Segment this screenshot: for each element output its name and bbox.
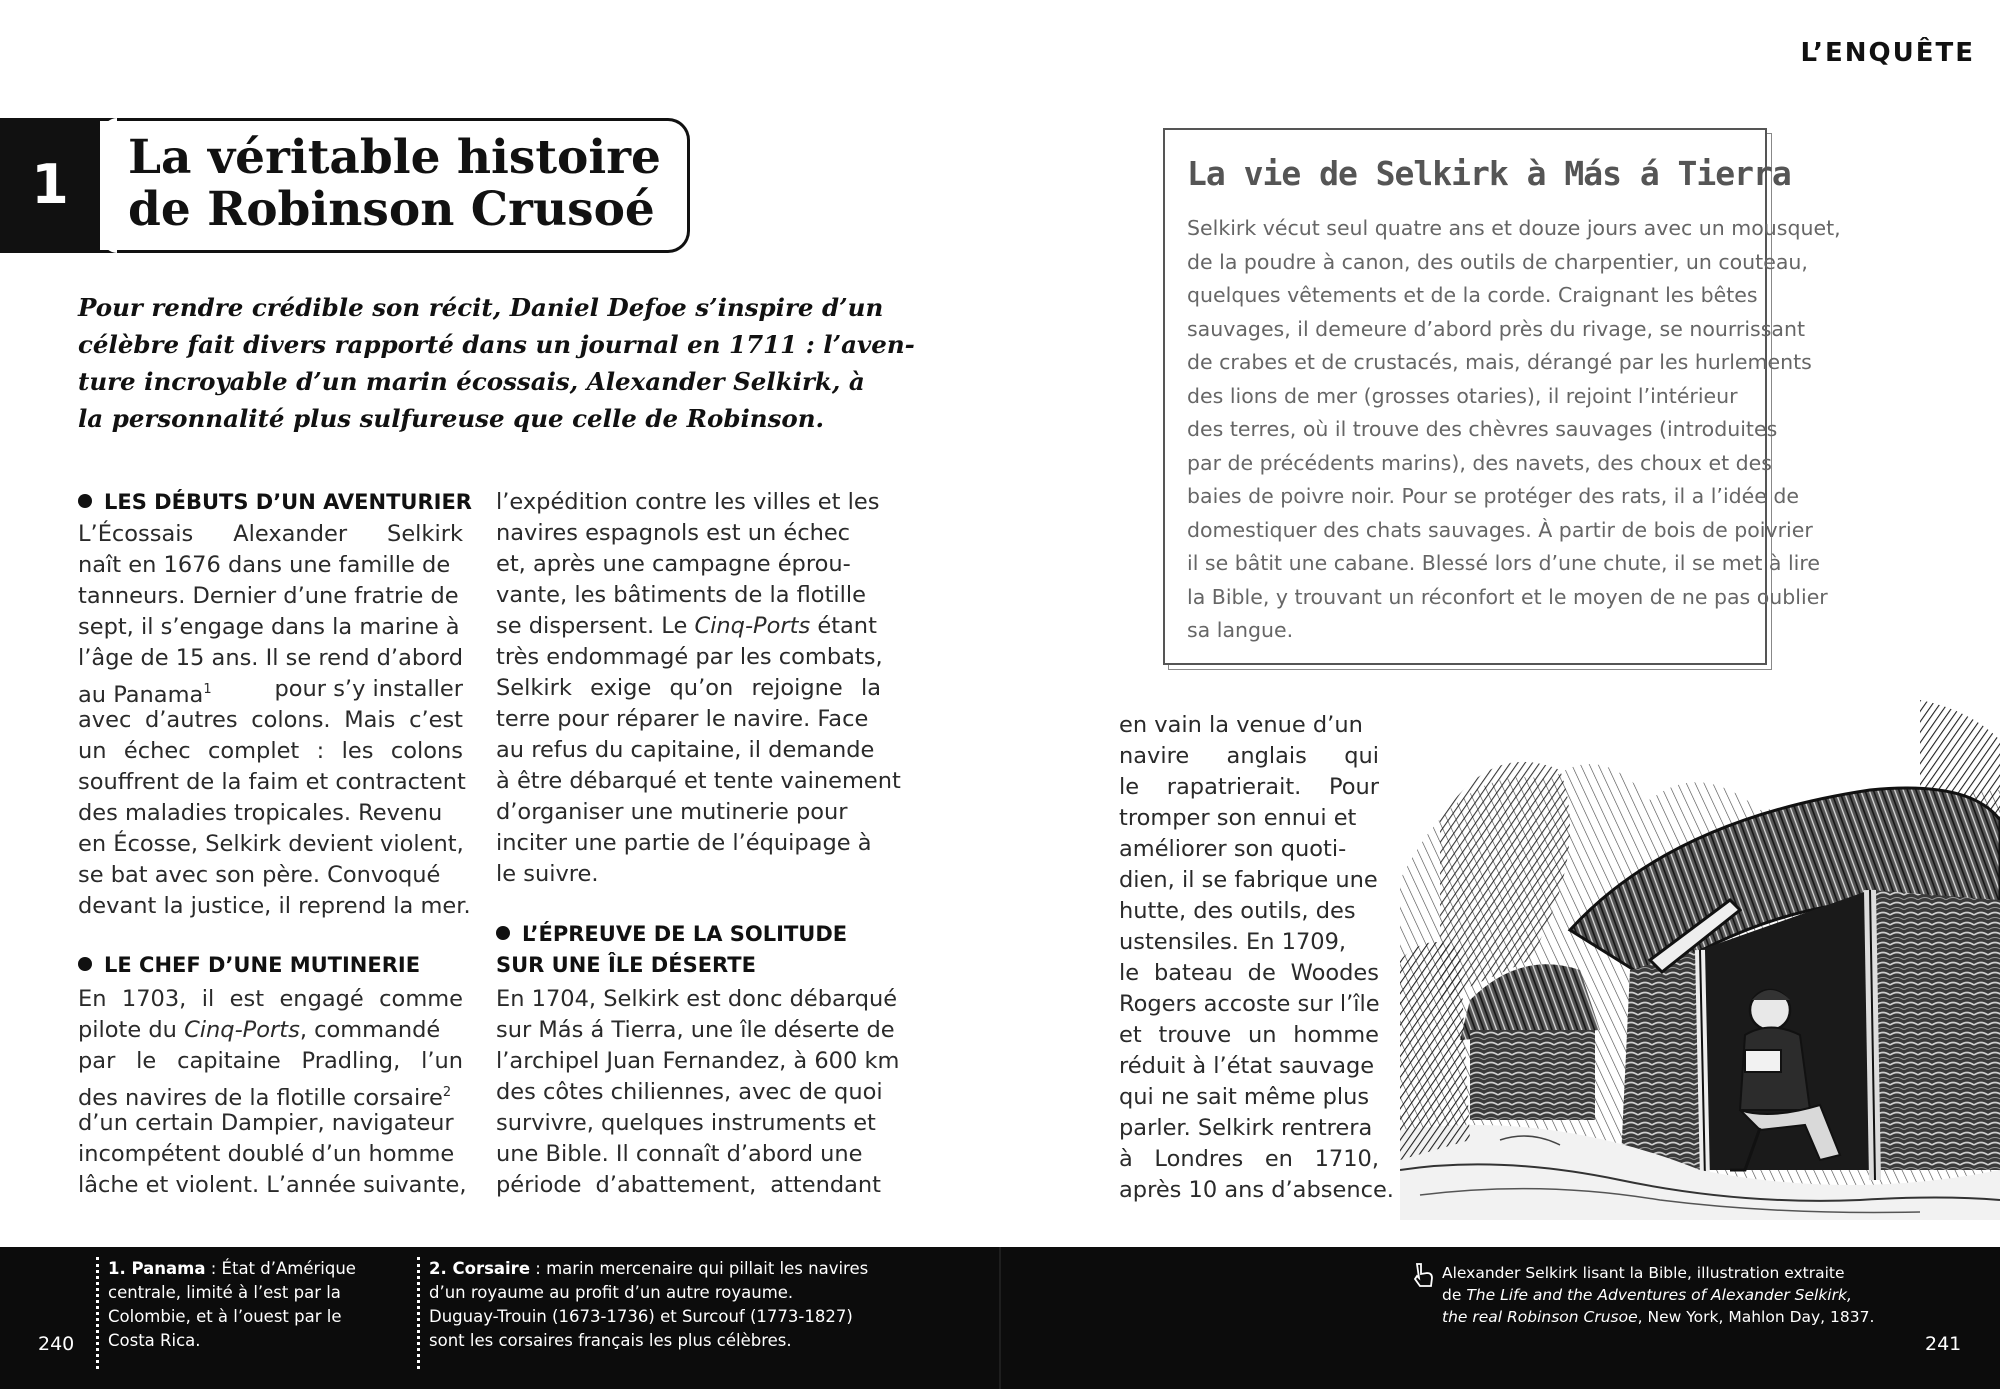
body-line: une Bible. Il connaît d’abord une <box>496 1141 863 1167</box>
sidebar-line: des terres, où il trouve des chèvres sauvages (introduites <box>1187 417 1778 441</box>
body-line: qui ne sait même plus <box>1119 1084 1370 1110</box>
body-line: tromper son ennui et <box>1119 805 1357 831</box>
footnote-2-line: 2. Corsaire : marin mercenaire qui pillait les navires <box>429 1259 869 1278</box>
body-line: Selkirk exige qu’on rejoigne la <box>496 675 881 701</box>
sidebar-line: domestiquer des chats sauvages. À partir de bois de poivrier <box>1187 517 1813 542</box>
footer-divider <box>999 1247 1001 1389</box>
footnote-2-line: Duguay-Trouin (1673-1736) et Surcouf (1773-1827) <box>429 1307 853 1326</box>
sidebar-line: quelques vêtements et de la corde. Craignant les bêtes <box>1187 283 1758 307</box>
body-line: des côtes chiliennes, avec de quoi <box>496 1079 883 1105</box>
body-line: le suivre. <box>496 861 599 887</box>
body-line: l’expédition contre les villes et les <box>496 489 880 515</box>
body-line: parler. Selkirk rentrera <box>1119 1115 1373 1141</box>
footnote-ref-1: 1 <box>203 682 212 697</box>
body-line: inciter une partie de l’équipage à <box>496 830 872 856</box>
body-line: se bat avec son père. Convoqué <box>78 862 441 888</box>
body-line: Rogers accoste sur l’île <box>1119 991 1380 1017</box>
body-line: tanneurs. Dernier d’une fratrie de <box>78 583 459 609</box>
sidebar-line: il se bâtit une cabane. Blessé lors d’une chute, il se met à lire <box>1187 551 1820 575</box>
footnote-1-line: centrale, limité à l’est par la <box>108 1283 341 1302</box>
sidebar-line: de la poudre à canon, des outils de charpentier, un couteau, <box>1187 249 1808 274</box>
sidebar-line: baies de poivre noir. Pour se protéger des rats, il a l’idée de <box>1187 484 1800 508</box>
body-line: devant la justice, il reprend la mer. <box>78 893 471 919</box>
sidebar-line: sa langue. <box>1187 618 1294 642</box>
footnote-1-line: 1. Panama : État d’Amérique <box>108 1259 356 1278</box>
body-line: en vain la venue d’un <box>1119 712 1363 738</box>
engraving-illustration <box>1400 700 2000 1220</box>
body-line: au refus du capitaine, il demande <box>496 737 875 763</box>
intro-line: ture incroyable d’un marin écossais, Alexander Selkirk, à <box>78 367 865 396</box>
body-line: l’archipel Juan Fernandez, à 600 km <box>496 1048 900 1074</box>
heading-beginnings: LES DÉBUTS D’UN AVENTURIER <box>78 487 468 518</box>
body-line: se dispersent. Le Cinq-Ports étant <box>496 613 877 639</box>
chapter-number: 1 <box>31 153 69 216</box>
sidebar-line: Selkirk vécut seul quatre ans et douze jours avec un mousquet, <box>1187 216 1841 240</box>
body-line: par le capitaine Pradling, l’un <box>78 1048 463 1074</box>
body-line: ustensiles. En 1709, <box>1119 929 1347 955</box>
body-line: En 1703, il est engagé comme <box>78 986 463 1012</box>
footnote-2-marker <box>417 1257 420 1369</box>
page-title-line-2: de Robinson Crusoé <box>128 182 655 237</box>
caption-line: de The Life and the Adventures of Alexander Selkirk, <box>1442 1286 1852 1304</box>
footnote-1-line: Colombie, et à l’ouest par le <box>108 1307 342 1326</box>
heading-solitude-line-2: SUR UNE ÎLE DÉSERTE <box>496 953 756 977</box>
body-line: terre pour réparer le navire. Face <box>496 706 869 732</box>
body-line: le rapatrierait. Pour <box>1119 774 1379 800</box>
body-line: à Londres en 1710, <box>1119 1146 1379 1172</box>
body-line: pilote du Cinq-Ports, commandé <box>78 1017 441 1043</box>
heading-solitude: L’ÉPREUVE DE LA SOLITUDE <box>496 919 896 950</box>
section-header: L’ENQUÊTE <box>1800 38 1975 68</box>
body-line: réduit à l’état sauvage <box>1119 1053 1375 1079</box>
bullet-dot-icon <box>78 494 92 508</box>
body-line: avec d’autres colons. Mais c’est <box>78 707 463 733</box>
body-line: l’âge de 15 ans. Il se rend d’abord <box>78 645 464 671</box>
pointing-hand-icon <box>1412 1262 1436 1290</box>
body-line: d’organiser une mutinerie pour <box>496 799 848 825</box>
body-line: période d’abattement, attendant <box>496 1172 881 1198</box>
page-title-line-1: La véritable histoire <box>128 130 661 185</box>
body-line: navires espagnols est un échec <box>496 520 851 546</box>
body-line: L’Écossais Alexander Selkirk <box>78 521 463 547</box>
heading-mutiny: LE CHEF D’UNE MUTINERIE <box>78 950 468 981</box>
sidebar-line: la Bible, y trouvant un réconfort et le moyen de ne pas oublier <box>1187 584 1828 609</box>
footnote-1-line: Costa Rica. <box>108 1331 201 1350</box>
bullet-dot-icon <box>78 957 92 971</box>
body-line: sur Más á Tierra, une île déserte de <box>496 1017 895 1043</box>
body-line: des maladies tropicales. Revenu <box>78 800 443 826</box>
sidebar-line: de crabes et de crustacés, mais, dérangé par les hurlements <box>1187 350 1812 374</box>
body-line: sept, il s’engage dans la marine à <box>78 614 460 640</box>
body-line: des navires de la flotille corsaire$^2$ <box>78 1085 452 1111</box>
intro-line: célèbre fait divers rapporté dans un journal en 1711 : l’aven- <box>78 330 915 359</box>
body-line: dien, il se fabrique une <box>1119 867 1378 893</box>
page-number-left: 240 <box>38 1333 75 1355</box>
footnote-1-marker <box>96 1257 99 1369</box>
body-line: incompétent doublé d’un homme <box>78 1141 455 1167</box>
sidebar-line: des lions de mer (grosses otaries), il rejoint l’intérieur <box>1187 383 1738 408</box>
body-line: En 1704, Selkirk est donc débarqué <box>496 986 898 1012</box>
sidebar-title: La vie de Selkirk à Más á Tierra <box>1187 154 1791 193</box>
body-line: d’un certain Dampier, navigateur <box>78 1110 454 1136</box>
body-line: le bateau de Woodes <box>1119 960 1379 986</box>
intro-line: Pour rendre crédible son récit, Daniel Defoe s’inspire d’un <box>78 293 884 322</box>
body-line: lâche et violent. L’année suivante, <box>78 1172 467 1198</box>
body-line: souffrent de la faim et contractent <box>78 769 466 795</box>
body-line: vante, les bâtiments de la flotille <box>496 582 866 608</box>
body-line: hutte, des outils, des <box>1119 898 1356 924</box>
footnote-2-line: d’un royaume au profit d’un autre royaume. <box>429 1283 794 1302</box>
footnote-2-line: sont les corsaires français les plus célèbres. <box>429 1331 792 1350</box>
body-line: survivre, quelques instruments et <box>496 1110 876 1136</box>
intro-line: la personnalité plus sulfureuse que celle de Robinson. <box>78 404 825 433</box>
body-line: navire anglais qui <box>1119 743 1379 769</box>
caption-line: the real Robinson Crusoe, New York, Mahlon Day, 1837. <box>1442 1308 1875 1326</box>
caption-line: Alexander Selkirk lisant la Bible, illustration extraite <box>1442 1264 1845 1282</box>
body-line: après 10 ans d’absence. <box>1119 1177 1394 1203</box>
body-line: et trouve un homme <box>1119 1022 1379 1048</box>
bullet-dot-icon <box>496 926 510 940</box>
body-line: à être débarqué et tente vainement <box>496 768 901 794</box>
body-line: au Panama$^1$ pour s’y installer <box>78 676 463 708</box>
body-line: un échec complet : les colons <box>78 738 463 764</box>
sidebar-line: par de précédents marins), des navets, des choux et des <box>1187 450 1772 475</box>
body-line: naît en 1676 dans une famille de <box>78 552 451 578</box>
body-line: et, après une campagne éprou- <box>496 551 851 577</box>
body-line: en Écosse, Selkirk devient violent, <box>78 831 464 857</box>
title-frame-cap <box>103 118 117 253</box>
body-line: améliorer son quoti- <box>1119 836 1347 862</box>
footnote-ref-2: 2 <box>442 1085 452 1100</box>
page-number-right: 241 <box>1925 1333 1962 1355</box>
body-line: très endommagé par les combats, <box>496 644 883 670</box>
sidebar-line: sauvages, il demeure d’abord près du rivage, se nourrissant <box>1187 316 1806 341</box>
